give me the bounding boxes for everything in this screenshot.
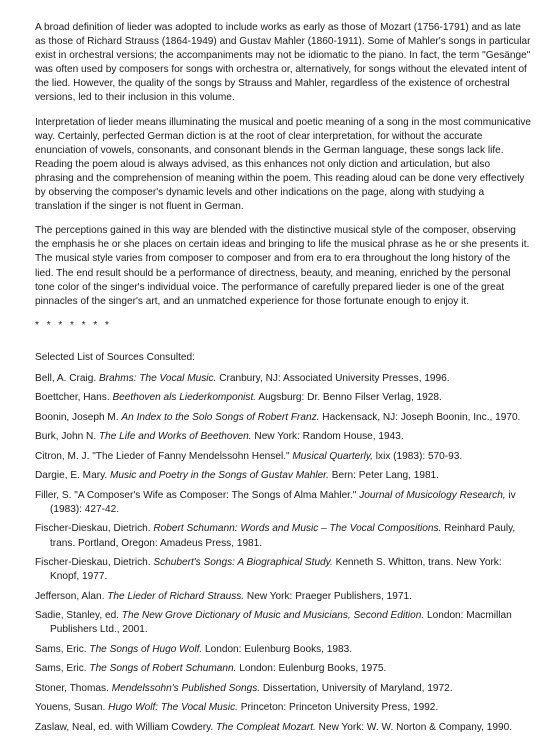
reference-list [35,372,531,735]
reference-item: Boonin, Joseph M. An Index to the Solo Songs of Robert Franz. Hackensack, NJ: Joseph Boonin, Inc., 1970. [35,411,521,423]
reference-item: Sams, Eric. The Songs of Robert Schumann. London: Eulenburg Books, 1975. [35,663,387,675]
reference-item: Youens, Susan. Hugo Wolf: The Vocal Music. Princeton: Princeton University Press, 1992. [35,702,439,714]
reference-item: Bell, A. Craig. Brahms: The Vocal Music. Cranbury, NJ: Associated University Presses, 1996. [35,372,450,384]
paragraph-perceptions: The perceptions gained in this way are blended with the distinctive musical style of the composer, observing the emphasis he or she places on certain ideas and bringing to life the musical phrase as he or she presents it. The musical style varies from composer to composer and from era to era throughout the long history of the lied. The end result should be a performance of directness, beauty, and meaning, enriched by the personal tone color of the singer's individual voice. The performance of carefully prepared lieder is one of the great pinnacles of the singer's art, and an unmatched experience for those fortunate enough to enjoy it. [35,225,530,307]
reference-item: Boettcher, Hans. Beethoven als Liederkomponist. Augsburg: Dr. Benno Filser Verlag, 1928. [35,392,442,404]
reference-item: Stoner, Thomas. Mendelssohn's Published Songs. Dissertation, University of Maryland, 1972. [35,682,453,694]
reference-item: Dargie, E. Mary. Music and Poetry in the Songs of Gustav Mahler. Bern: Peter Lang, 1981. [35,470,439,482]
sources-heading: Selected List of Sources Consulted: [35,351,195,363]
paragraph-lieder-definition: A broad definition of lieder was adopted to include works as early as those of Mozart (1756-1791) and as late as those of Richard Strauss (1864-1949) and Gustav Mahler (1860-1911). Some of Mahler's songs in particular exist in orchestral versions; the accompaniments may not be idiomatic to the piano. In fact, the term "Gesänge" was often used by composers for songs with orchestra or, alternatively, for songs without the elevated intent of the lied. However, the quality of the songs by Strauss and Mahler, regardless of the existence of orchestral versions, led to their inclusion in this volume. [35,22,531,104]
reference-item: Fischer-Dieskau, Dietrich. Schubert's Songs: A Biographical Study. Kenneth S. Whitton, trans. New York: Knopf, 1977. [35,557,502,583]
reference-item: Zaslaw, Neal, ed. with William Cowdery. The Compleat Mozart. New York: W. W. Norton & Company, 1990. [35,721,513,733]
reference-item: Filler, S. "A Composer's Wife as Composer: The Songs of Alma Mahler." Journal of Musicology Research, iv (1983): 427-42. [35,489,516,515]
reference-item: Burk, John N. The Life and Works of Beethoven. New York: Random House, 1943. [35,431,404,443]
reference-item: Sadie, Stanley, ed. The New Grove Dictionary of Music and Musicians, Second Edition. London: Macmillan Publishers Ltd., 2001. [35,610,512,636]
reference-item: Fischer-Dieskau, Dietrich. Robert Schumann: Words and Music – The Vocal Compositions. Reinhard Pauly, trans. Portland, Oregon: Amadeus Press, 1981. [35,523,516,549]
paragraph-interpretation: Interpretation of lieder means illuminating the musical and poetic meaning of a song in the most communicative way. Certainly, perfected German diction is at the root of clear interpretation, for without the accurate enunciation of vowels, consonants, and consonant blends in the German language, these songs lack life. Reading the poem aloud is always advised, as this enhances not only diction and articulation, but also phrasing and the comprehension of meaning within the poem. This reading aloud can be done very effectively by observing the composer's dynamic levels and other indications on the page, along with studying a translation if the singer is not fluent in German. [35,116,531,213]
reference-item: Citron, M. J. "The Lieder of Fanny Mendelssohn Hensel." Musical Quarterly, lxix (1983): 570-93. [35,450,463,462]
reference-item: Sams, Eric. The Songs of Hugo Wolf. London: Eulenburg Books, 1983. [35,643,353,655]
section-separator: * * * * * * * [35,319,112,331]
document-page [35,21,531,740]
reference-item: Jefferson, Alan. The Lieder of Richard Strauss. New York: Praeger Publishers, 1971. [35,590,412,602]
